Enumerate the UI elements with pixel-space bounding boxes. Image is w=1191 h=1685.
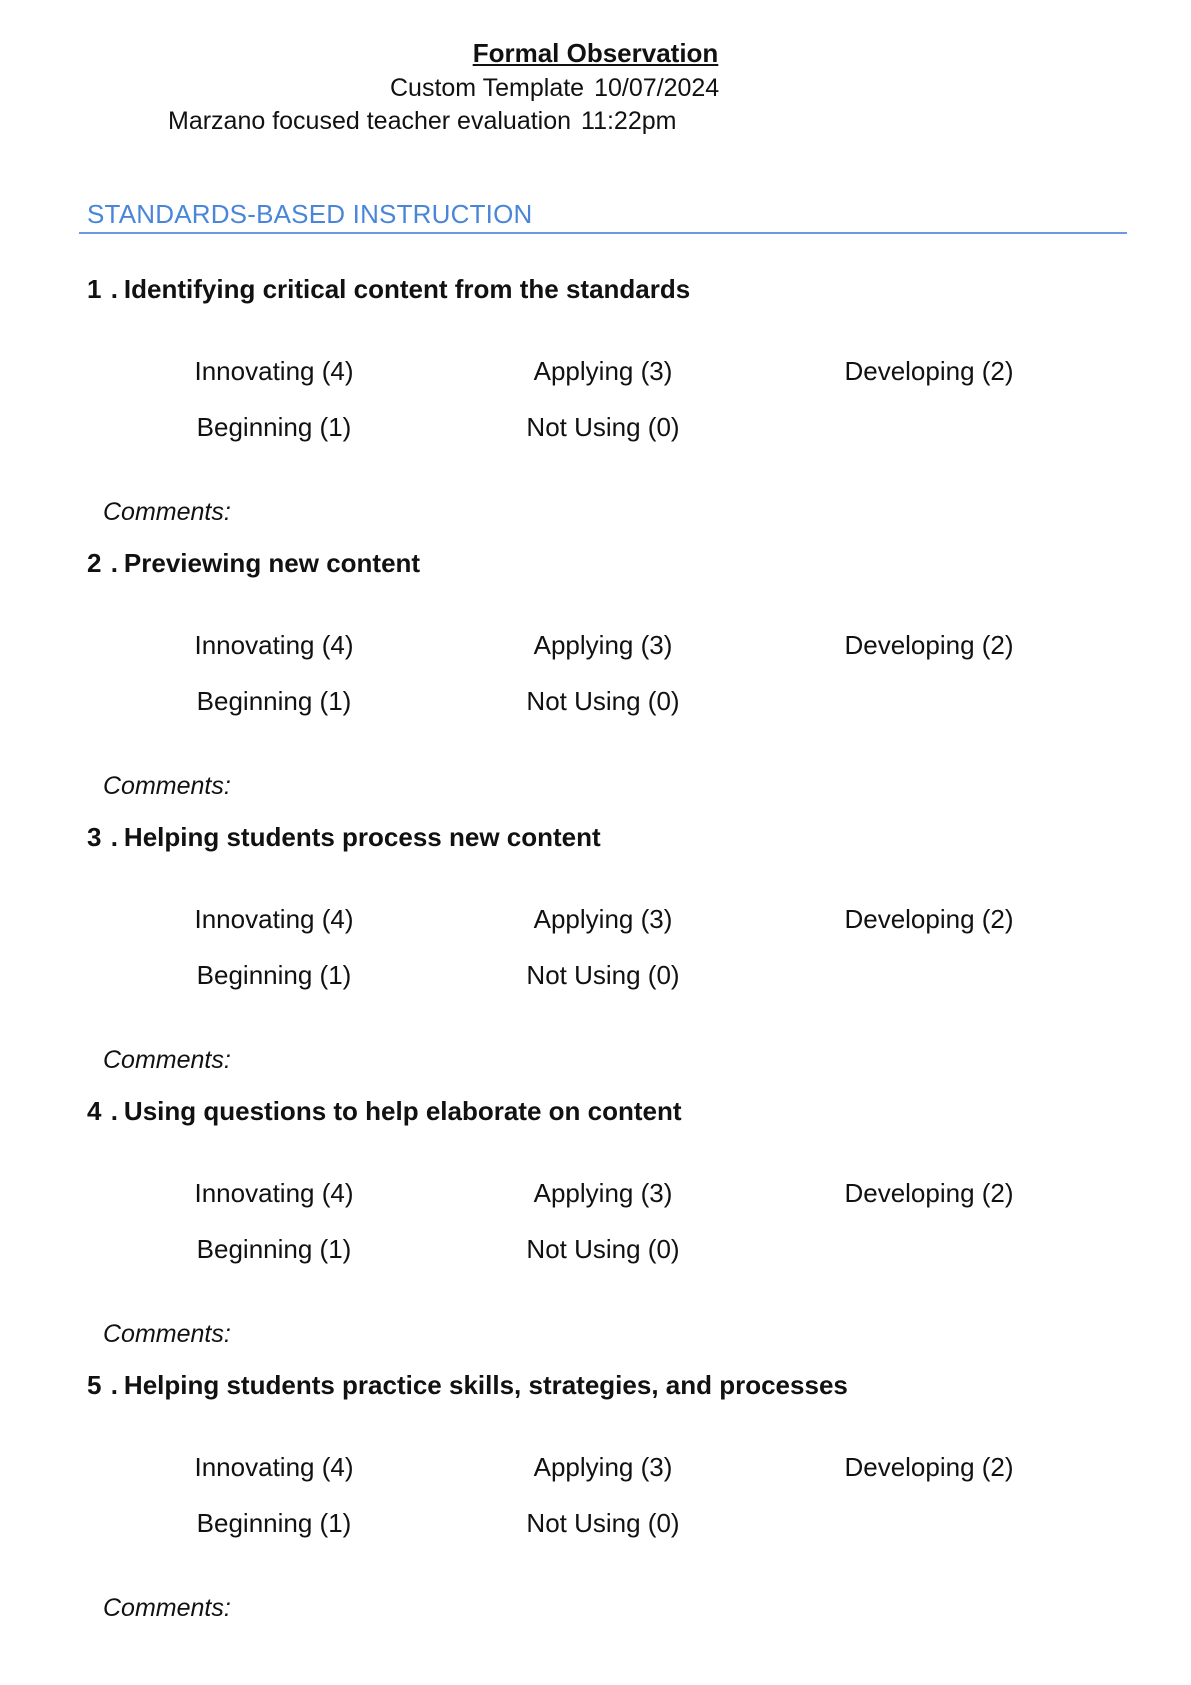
rating-option-innovating[interactable]: Innovating (4) [194, 630, 354, 660]
item-title-text: Helping students practice skills, strategies, and processes [123, 1370, 848, 1400]
rating-option-beginning[interactable]: Beginning (1) [196, 412, 352, 442]
comments-label: Comments: [103, 1320, 231, 1348]
rating-option-applying[interactable]: Applying (3) [533, 1452, 673, 1482]
rating-option-innovating[interactable]: Innovating (4) [194, 1178, 354, 1208]
rating-option-applying[interactable]: Applying (3) [533, 1178, 673, 1208]
rating-option-applying[interactable]: Applying (3) [533, 904, 673, 934]
item-title-text: Helping students process new content [123, 822, 601, 852]
rating-option-applying[interactable]: Applying (3) [533, 356, 673, 386]
item-number: 1 [87, 274, 102, 304]
evaluation-label: Marzano focused teacher evaluation [168, 107, 572, 135]
section-divider [79, 232, 1127, 234]
document-title: Formal Observation [472, 38, 719, 68]
evaluation-line [168, 107, 676, 136]
item-title: 2 . Previewing new content [87, 548, 421, 578]
item-number: 3 [87, 822, 102, 852]
item-title: 4 . Using questions to help elaborate on content [87, 1096, 682, 1126]
item-title-text: Previewing new content [123, 548, 421, 578]
rating-option-not-using[interactable]: Not Using (0) [526, 686, 680, 716]
section-heading: STANDARDS-BASED INSTRUCTION [87, 199, 533, 229]
template-line [390, 74, 719, 103]
rating-option-beginning[interactable]: Beginning (1) [196, 686, 352, 716]
rating-option-not-using[interactable]: Not Using (0) [526, 1234, 680, 1264]
rating-option-beginning[interactable]: Beginning (1) [196, 960, 352, 990]
rating-option-applying[interactable]: Applying (3) [533, 630, 673, 660]
item-title-text: Using questions to help elaborate on content [123, 1096, 682, 1126]
evaluation-item-3 [0, 822, 1191, 1096]
observation-time: 11:22pm [581, 107, 677, 135]
item-number: 2 [87, 548, 102, 578]
comments-label: Comments: [103, 772, 231, 800]
rating-option-developing[interactable]: Developing (2) [844, 630, 1014, 660]
rating-option-not-using[interactable]: Not Using (0) [526, 960, 680, 990]
rating-option-developing[interactable]: Developing (2) [844, 1178, 1014, 1208]
evaluation-item-1 [0, 274, 1191, 548]
rating-option-not-using[interactable]: Not Using (0) [526, 412, 680, 442]
comments-label: Comments: [103, 498, 231, 526]
item-number: 4 [87, 1096, 102, 1126]
item-title-text: Identifying critical content from the standards [123, 274, 691, 304]
template-label: Custom Template [390, 74, 585, 102]
evaluation-item-5 [0, 1370, 1191, 1644]
evaluation-item-2 [0, 548, 1191, 822]
rating-option-innovating[interactable]: Innovating (4) [194, 904, 354, 934]
rating-option-innovating[interactable]: Innovating (4) [194, 356, 354, 386]
item-title: 1 . Identifying critical content from the standards [87, 274, 691, 304]
rating-option-beginning[interactable]: Beginning (1) [196, 1508, 352, 1538]
comments-label: Comments: [103, 1046, 231, 1074]
rating-option-developing[interactable]: Developing (2) [844, 904, 1014, 934]
rating-option-beginning[interactable]: Beginning (1) [196, 1234, 352, 1264]
observation-date: 10/07/2024 [594, 74, 720, 102]
rating-option-developing[interactable]: Developing (2) [844, 1452, 1014, 1482]
rating-option-innovating[interactable]: Innovating (4) [194, 1452, 354, 1482]
evaluation-item-4 [0, 1096, 1191, 1370]
item-title: 5 . Helping students practice skills, strategies, and processes [87, 1370, 848, 1400]
item-title: 3 . Helping students process new content [87, 822, 601, 852]
item-number: 5 [87, 1370, 102, 1400]
comments-label: Comments: [103, 1594, 231, 1622]
rating-option-not-using[interactable]: Not Using (0) [526, 1508, 680, 1538]
rating-option-developing[interactable]: Developing (2) [844, 356, 1014, 386]
